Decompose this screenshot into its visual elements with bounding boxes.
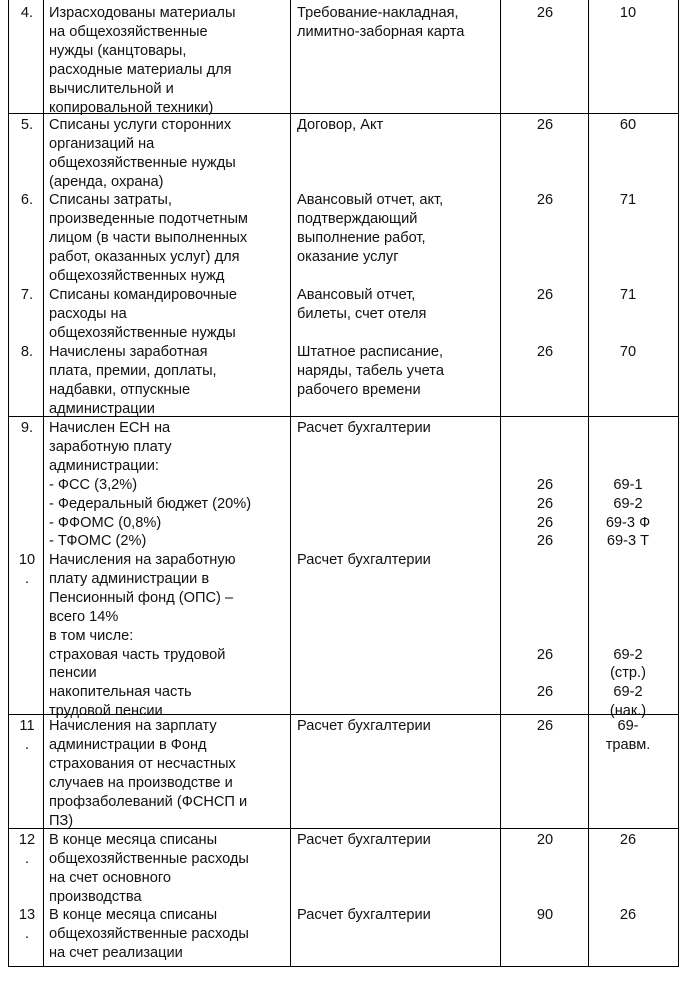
cell-text-line: администрации в Фонд — [49, 736, 207, 753]
row-number — [12, 191, 42, 210]
row-number — [12, 717, 42, 755]
cell-text-line: 13 — [18, 907, 36, 923]
cell-text-line: Авансовый отчет, — [297, 287, 416, 303]
cell-text-line: В конце месяца списаны — [49, 907, 218, 923]
cell-text-line: . — [24, 570, 30, 587]
credit-account: 69-2 — [613, 495, 643, 512]
cell-text-line: профзаболеваний (ФСНСП и — [49, 793, 248, 810]
credit-account: травм. — [605, 736, 651, 753]
cell-text-line: 4. — [20, 5, 34, 21]
operation-description — [49, 831, 249, 907]
cell-text-line: 9. — [20, 420, 34, 436]
cell-text-line: ПЗ) — [49, 812, 74, 829]
cell-text-line: рабочего времени — [297, 381, 421, 398]
debit-account: 26 — [536, 684, 554, 701]
cell-text-line: общехозяйственные расходы — [49, 925, 249, 942]
table-column-rule — [678, 0, 679, 967]
cell-text-line: Требование-накладная, — [297, 5, 459, 21]
cell-text-line: В конце месяца списаны — [49, 832, 218, 848]
credit-account: (нак.) — [609, 703, 647, 720]
debit-account: 26 — [536, 5, 554, 21]
cell-text-line: . — [24, 850, 30, 867]
cell-text-line: всего 14% — [49, 608, 119, 625]
cell-text-line: администрации — [49, 400, 155, 417]
cell-text-line: трудовой пенсии — [49, 703, 163, 720]
debit-account: 20 — [536, 832, 554, 848]
primary-document — [297, 717, 431, 736]
cell-text-line: 6. — [20, 192, 34, 208]
credit-account: 71 — [619, 287, 637, 303]
cell-text-line: (аренда, охрана) — [49, 173, 164, 190]
debit-account: 26 — [536, 646, 554, 663]
cell-text-line: надбавки, отпускные — [49, 381, 191, 398]
operation-description — [49, 286, 237, 343]
cell-text-line: копировальной техники) — [49, 99, 214, 116]
cell-text-line: Штатное расписание, — [297, 344, 444, 360]
credit-account: 69-3 Т — [606, 533, 650, 550]
primary-document — [297, 116, 383, 135]
credit-account: 71 — [619, 192, 637, 208]
cell-text-line: билеты, счет отеля — [297, 305, 427, 322]
row-number — [12, 116, 42, 135]
credit-account: 69-3 Ф — [605, 514, 651, 531]
cell-text-line: лимитно-заборная карта — [297, 23, 465, 40]
cell-text-line: расходы на — [49, 305, 127, 322]
cell-text-line: пенсии — [49, 665, 97, 682]
cell-text-line: вычислительной и — [49, 80, 174, 97]
primary-document — [297, 906, 431, 925]
cell-text-line: Расчет бухгалтерии — [297, 552, 431, 568]
credit-account: 69-1 — [613, 476, 643, 493]
credit-account: 60 — [619, 117, 637, 133]
row-number — [12, 286, 42, 305]
primary-document — [297, 831, 431, 850]
operation-description — [49, 191, 248, 286]
row-number — [12, 343, 42, 362]
cell-text-line: 10 — [18, 552, 36, 568]
cell-text-line: Пенсионный фонд (ОПС) – — [49, 589, 234, 606]
cell-text-line: заработную плату — [49, 438, 172, 455]
cell-text-line: случаев на производстве и — [49, 774, 233, 791]
cell-text-line: страховая часть трудовой — [49, 646, 226, 663]
debit-account: 26 — [536, 287, 554, 303]
cell-text-line: . — [24, 736, 30, 753]
cell-text-line: наряды, табель учета — [297, 362, 444, 379]
cell-text-line: 7. — [20, 287, 34, 303]
cell-text-line: Начислены заработная — [49, 344, 208, 360]
cell-text-line: плату администрации в — [49, 570, 210, 587]
debit-account: 26 — [536, 533, 554, 550]
cell-text-line: Израсходованы материалы — [49, 5, 236, 21]
cell-text-line: страхования от несчастных — [49, 755, 236, 772]
cell-text-line: оказание услуг — [297, 248, 399, 265]
cell-text-line: работ, оказанных услуг) для — [49, 248, 240, 265]
table-column-rule — [8, 0, 9, 967]
primary-document — [297, 286, 426, 324]
debit-account: 26 — [536, 117, 554, 133]
credit-account: 69-2 — [613, 684, 643, 701]
operation-description — [49, 906, 249, 963]
primary-document — [297, 4, 464, 42]
cell-text-line: - ФФОМС (0,8%) — [49, 514, 162, 531]
cell-text-line: 11 — [19, 718, 35, 734]
row-number — [12, 4, 42, 23]
cell-text-line: Списаны командировочные — [49, 287, 238, 303]
operation-description — [49, 116, 236, 192]
cell-text-line: в том числе: — [49, 627, 134, 644]
cell-text-line: Начисления на зарплату — [49, 718, 217, 734]
cell-text-line: 8. — [20, 344, 34, 360]
cell-text-line: общехозяйственные нужды — [49, 154, 236, 171]
cell-text-line: производства — [49, 888, 142, 905]
cell-text-line: Списаны услуги сторонних — [49, 117, 232, 133]
operation-description — [49, 551, 236, 721]
debit-account: 26 — [536, 192, 554, 208]
debit-account: 26 — [536, 476, 554, 493]
debit-account: 26 — [536, 718, 554, 734]
cell-text-line: Начисления на заработную — [49, 552, 236, 568]
cell-text-line: Начислен ЕСН на — [49, 420, 171, 436]
cell-text-line: нужды (канцтовары, — [49, 42, 187, 59]
cell-text-line: Расчет бухгалтерии — [297, 832, 431, 848]
credit-account: (стр.) — [610, 665, 646, 682]
row-number — [12, 831, 42, 869]
row-number — [12, 419, 42, 438]
row-number — [12, 551, 42, 589]
cell-text-line: плата, премии, доплаты, — [49, 362, 217, 379]
cell-text-line: Авансовый отчет, акт, — [297, 192, 444, 208]
primary-document — [297, 551, 431, 570]
credit-account: 70 — [619, 344, 637, 360]
primary-document — [297, 419, 431, 438]
cell-text-line: 12 — [18, 832, 36, 848]
credit-account: 69- — [617, 718, 639, 734]
cell-text-line: общехозяйственные нужды — [49, 324, 236, 341]
debit-account: 26 — [536, 495, 554, 512]
cell-text-line: - ТФОМС (2%) — [49, 533, 147, 550]
cell-text-line: лицом (в части выполненных — [49, 229, 248, 246]
debit-account: 26 — [536, 344, 554, 360]
cell-text-line: администрации: — [49, 457, 159, 474]
cell-text-line: . — [24, 925, 30, 942]
cell-text-line: общехозяйственных нужд — [49, 267, 225, 284]
credit-account: 26 — [619, 907, 637, 923]
debit-account: 90 — [536, 907, 554, 923]
debit-account: 26 — [536, 514, 554, 531]
cell-text-line: накопительная часть — [49, 684, 192, 701]
operation-description — [49, 717, 247, 830]
operation-description — [49, 4, 235, 117]
cell-text-line: произведенные подотчетным — [49, 210, 248, 227]
operation-description — [49, 419, 251, 551]
cell-text-line: 5. — [20, 117, 34, 133]
cell-text-line: Списаны затраты, — [49, 192, 172, 208]
cell-text-line: Расчет бухгалтерии — [297, 420, 431, 436]
cell-text-line: расходные материалы для — [49, 61, 232, 78]
cell-text-line: на общехозяйственные — [49, 23, 208, 40]
cell-text-line: Расчет бухгалтерии — [297, 907, 431, 923]
cell-text-line: выполнение работ, — [297, 229, 426, 246]
credit-account: 10 — [619, 5, 637, 21]
cell-text-line: - ФСС (3,2%) — [49, 476, 138, 493]
cell-text-line: - Федеральный бюджет (20%) — [49, 495, 252, 512]
credit-account: 26 — [619, 832, 637, 848]
table-row-rule — [8, 966, 678, 967]
operation-description — [49, 343, 217, 419]
cell-text-line: общехозяйственные расходы — [49, 850, 249, 867]
cell-text-line: на счет реализации — [49, 944, 183, 961]
table-column-rule — [290, 0, 291, 967]
primary-document — [297, 343, 444, 400]
credit-account: 69-2 — [613, 646, 643, 663]
cell-text-line: Расчет бухгалтерии — [297, 718, 431, 734]
cell-text-line: организаций на — [49, 135, 155, 152]
cell-text-line: на счет основного — [49, 869, 171, 886]
primary-document — [297, 191, 443, 267]
cell-text-line: Договор, Акт — [297, 117, 384, 133]
cell-text-line: подтверждающий — [297, 210, 418, 227]
table-column-rule — [43, 0, 44, 967]
row-number — [12, 906, 42, 944]
